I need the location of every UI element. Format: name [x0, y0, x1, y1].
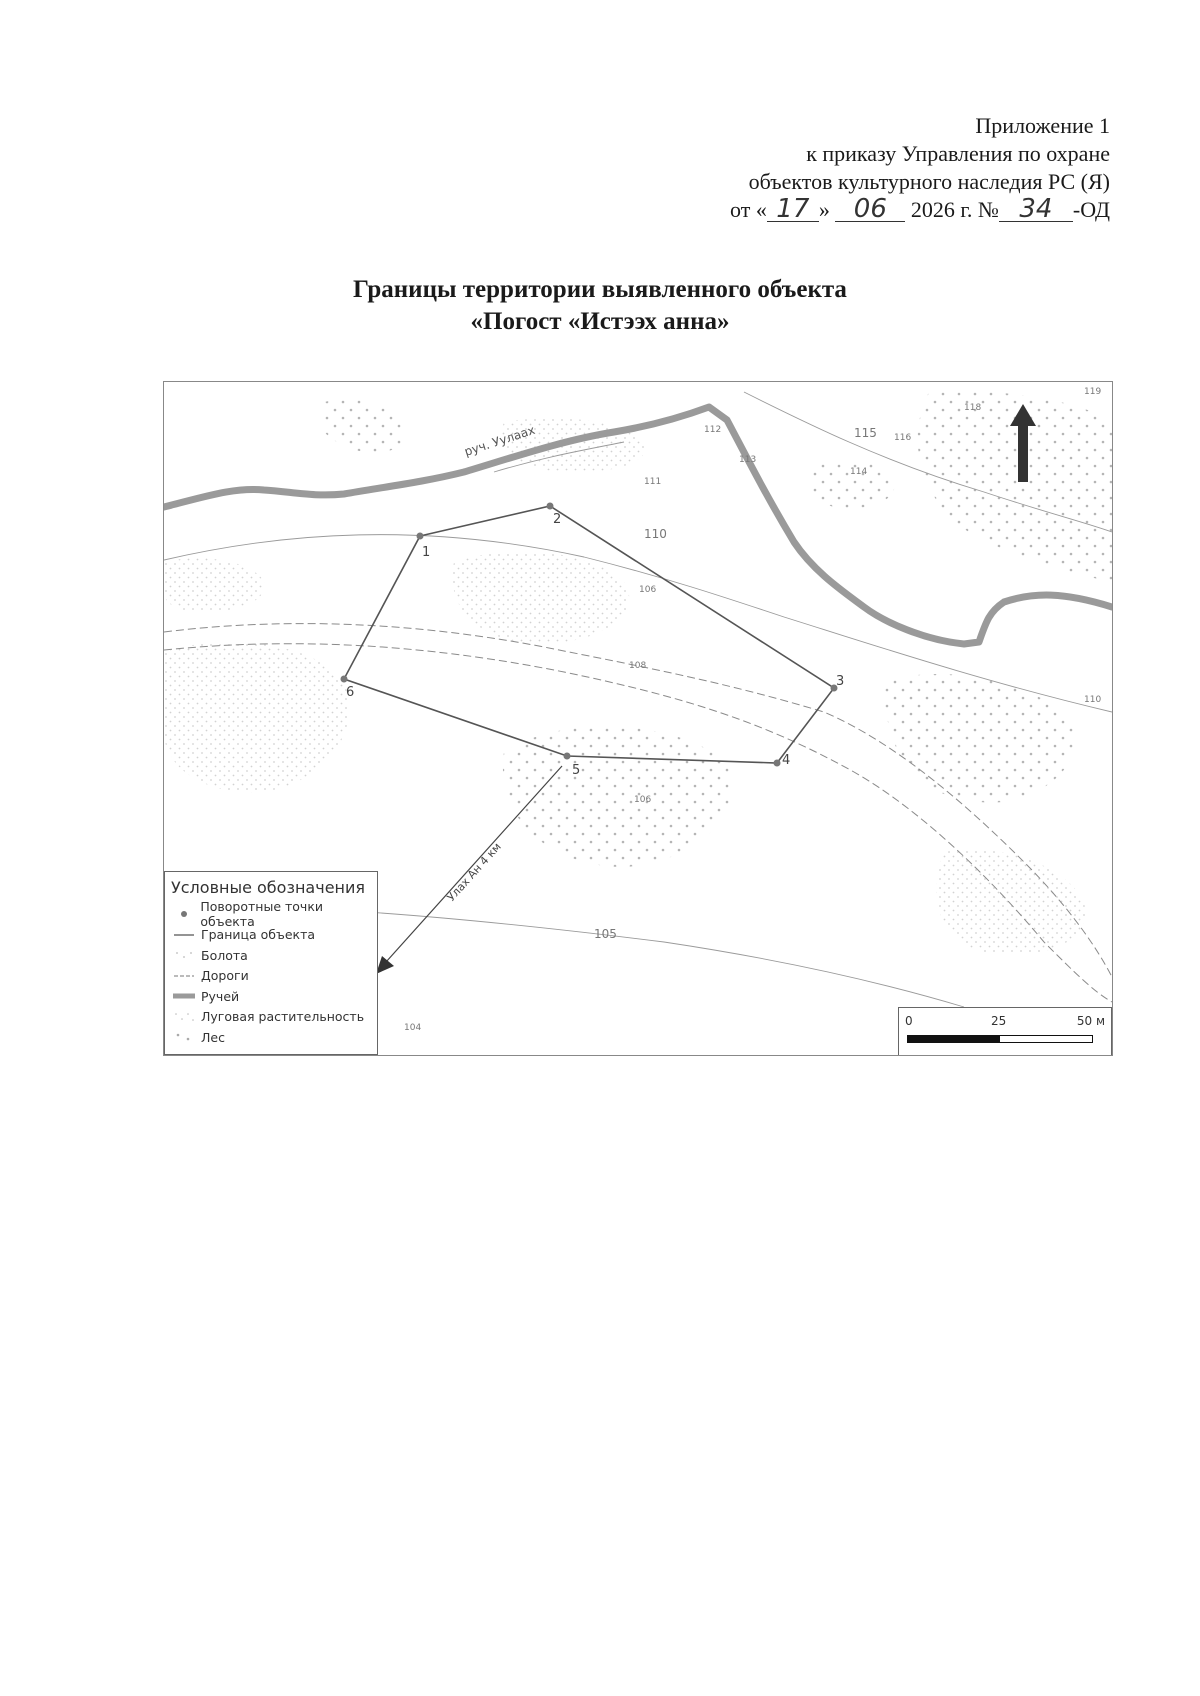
turning-point-6 — [341, 676, 348, 683]
legend-label-roads: Дороги — [201, 968, 249, 984]
scale-bar-black-segment — [907, 1035, 999, 1043]
scale-bar-white-segment — [999, 1035, 1093, 1043]
page-title — [0, 274, 1200, 338]
legend-label-swamp: Болота — [201, 947, 248, 963]
appendix-label: Приложение 1 — [975, 113, 1110, 138]
direction-arrow-head — [376, 956, 394, 974]
contour-label-105: 105 — [594, 927, 617, 941]
scale-label-0: 0 — [905, 1014, 913, 1028]
title-line-1: Границы территории выявленного объекта — [353, 276, 847, 303]
contour-label-108: 108 — [629, 661, 647, 671]
meadow-icon — [171, 1011, 197, 1023]
legend-label-forest: Лес — [201, 1029, 225, 1045]
point-label-6: 6 — [346, 685, 355, 700]
legend-item-swamp — [165, 945, 377, 966]
map-legend — [164, 871, 378, 1055]
legend-label-points: Поворотные точки объекта — [200, 899, 323, 930]
order-date-line — [730, 196, 1110, 224]
forest-icon — [171, 1031, 197, 1043]
legend-item-forest — [165, 1027, 377, 1048]
meadow-area-se — [936, 849, 1085, 954]
point-label-2: 2 — [553, 512, 562, 527]
meadow-area-west — [164, 642, 349, 793]
handwritten-day: 17 — [767, 197, 819, 222]
handwritten-month: 06 — [835, 197, 905, 222]
contour-label-110b: 110 — [1084, 695, 1102, 705]
point-label-4: 4 — [782, 753, 791, 768]
contour-label-112: 112 — [704, 425, 722, 435]
order-suffix: -ОД — [1072, 197, 1110, 222]
scale-label-50: 50 м — [1076, 1014, 1105, 1028]
handwritten-order-number: 34 — [999, 197, 1073, 222]
scale-label-25: 25 — [991, 1014, 1007, 1028]
direction-label: Улах Ан 4 км — [444, 840, 504, 905]
legend-item-roads — [165, 966, 377, 987]
turning-point-1 — [417, 533, 424, 540]
date-prefix: от « — [730, 197, 767, 222]
document-header — [730, 112, 1110, 224]
point-label-1: 1 — [422, 545, 431, 560]
order-line-2: объектов культурного наследия РС (Я) — [748, 169, 1110, 194]
stream-icon — [171, 990, 197, 1002]
legend-label-boundary: Граница объекта — [201, 927, 316, 943]
contour-label-114: 114 — [850, 467, 868, 477]
point-label-3: 3 — [836, 674, 845, 689]
legend-title: Условные обозначения — [171, 878, 366, 897]
contour-label-104: 104 — [404, 1023, 422, 1033]
turning-point-5 — [564, 753, 571, 760]
boundary-line-icon — [171, 929, 197, 941]
contour-label-115: 115 — [854, 426, 877, 440]
legend-item-stream — [165, 986, 377, 1007]
point-icon — [171, 908, 196, 920]
order-line-1: к приказу Управления по охране — [806, 141, 1110, 166]
forest-area-east — [884, 674, 1076, 803]
contour-label-111: 111 — [644, 477, 662, 487]
point-label-5: 5 — [572, 763, 581, 778]
legend-label-stream: Ручей — [201, 988, 240, 1004]
turning-point-4 — [774, 760, 781, 767]
scale-bar — [898, 1007, 1112, 1056]
contour-label-110: 110 — [644, 527, 667, 541]
meadow-area-nw — [164, 558, 264, 612]
forest-areas — [324, 391, 1112, 867]
date-mid: » — [818, 197, 836, 222]
swamp-icon — [171, 949, 197, 961]
contour-label-119: 119 — [1084, 387, 1102, 397]
legend-item-meadow — [165, 1007, 377, 1028]
legend-label-meadow: Луговая растительность — [201, 1009, 365, 1025]
date-year: 2026 г. № — [905, 197, 999, 222]
meadow-area-center — [452, 552, 629, 644]
road-icon — [171, 970, 197, 982]
legend-item-points — [165, 899, 377, 930]
stream-label: руч. Уулаах — [462, 422, 537, 459]
site-map — [163, 381, 1113, 1056]
contour-label-113: 113 — [739, 455, 757, 465]
forest-area-north — [324, 399, 405, 453]
turning-point-2 — [547, 503, 554, 510]
contour-label-106b: 106 — [634, 795, 652, 805]
contour-label-106: 106 — [639, 585, 657, 595]
title-line-2: «Погост «Истээх анна» — [470, 308, 730, 335]
contour-label-118: 118 — [964, 403, 982, 413]
forest-area-center — [503, 727, 733, 867]
contour-label-116: 116 — [894, 433, 912, 443]
